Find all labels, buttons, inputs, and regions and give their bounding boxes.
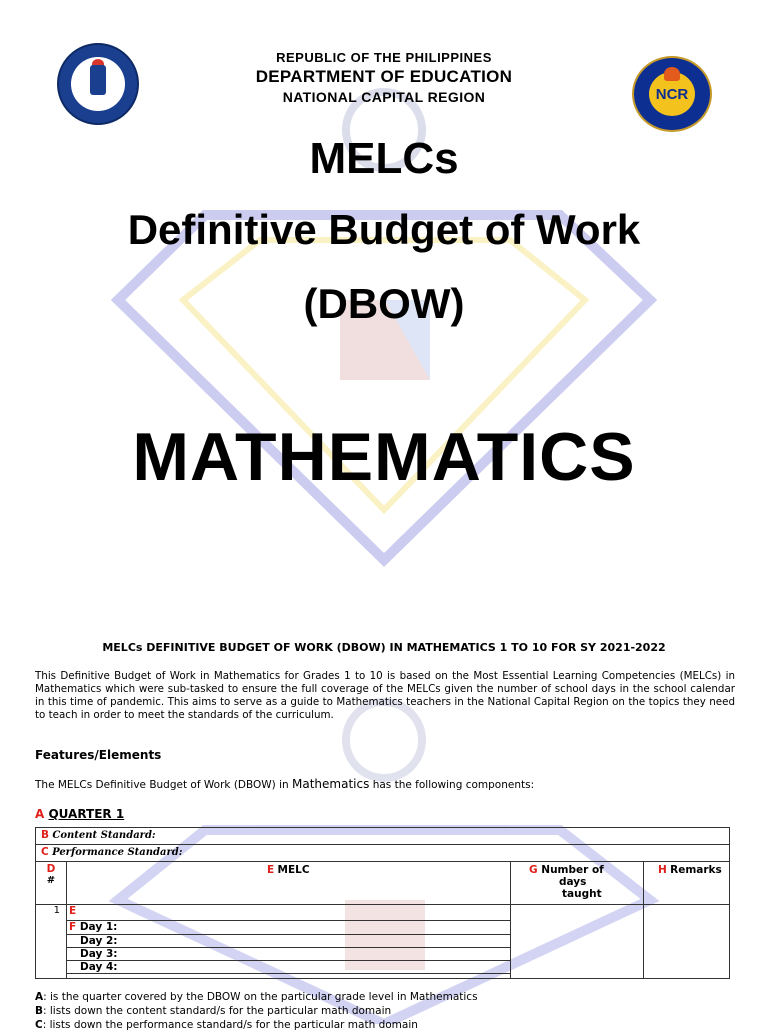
marker-e: E [267, 864, 275, 876]
day-4-row [66, 960, 511, 974]
row-number: 1 [53, 905, 60, 916]
day-2-row [66, 934, 511, 948]
document-heading: MELCs DEFINITIVE BUDGET OF WORK (DBOW) IN MATHEMATICS 1 TO 10 FOR SY 2021-2022 [102, 641, 666, 654]
row-days-cell [510, 904, 644, 979]
legend-b [35, 1004, 478, 1018]
legend-a-text: : is the quarter covered by the DBOW on the particular grade level in Mathematics [43, 991, 478, 1003]
day-1-row [66, 920, 511, 935]
cover-title-melcs: MELCs [309, 134, 459, 183]
cover-subject: MATHEMATICS [132, 419, 636, 495]
quarter-label: QUARTER 1 [48, 807, 125, 821]
legend-a [35, 990, 478, 1004]
ncr-logo-text: NCR [655, 86, 689, 103]
melc-header-cell [66, 861, 511, 905]
components-pre: The MELCs Definitive Budget of Work (DBOW) in [35, 779, 293, 791]
legend-c [35, 1018, 478, 1032]
content-standard-row [35, 827, 730, 845]
day-3-row [66, 947, 511, 961]
components-post: has the following components: [369, 779, 535, 791]
header-department: DEPARTMENT OF EDUCATION [255, 67, 513, 86]
remarks-header-label: Remarks [670, 864, 722, 876]
day-1-label: Day 1: [79, 921, 118, 933]
row-number-cell [35, 904, 67, 979]
legend-a-key: A [35, 991, 44, 1003]
features-heading: Features/Elements [35, 748, 162, 762]
marker-c: C [41, 846, 49, 858]
legend-c-text: : lists down the performance standard/s for the particular math domain [42, 1019, 418, 1031]
components-line [35, 777, 534, 791]
marker-b: B [41, 829, 50, 841]
components-subject: Mathematics [292, 777, 370, 791]
day-2-label: Day 2: [80, 935, 118, 947]
header-region: NATIONAL CAPITAL REGION [282, 89, 486, 105]
quarter-line [35, 807, 124, 821]
legend [35, 990, 478, 1032]
legend-b-key: B [35, 1005, 44, 1017]
cover-title-abbr: (DBOW) [303, 280, 465, 327]
marker-g: G [529, 864, 538, 876]
days-header-line2: days [559, 876, 587, 888]
dbow-template-table [35, 827, 730, 979]
cover-title-dbow: Definitive Budget of Work [127, 206, 641, 253]
day-3-label: Day 3: [80, 948, 118, 960]
remarks-header-cell [643, 861, 730, 905]
days-header-line3: taught [562, 888, 602, 900]
intro-paragraph: This Definitive Budget of Work in Mathematics for Grades 1 to 10 is based on the Most Essential Learning Competencies (MELCs) in Mathematics which were sub-tasked to ensure the full coverage of the MELCs given the number of school days in the school calendar in this time of pandemic. This aims to serve as a guide to Mathematics teachers in the National Capital Region on the topics they need to teach in order to meet the standards of the curriculum. [35, 670, 735, 721]
header-republic: REPUBLIC OF THE PHILIPPINES [276, 50, 492, 65]
legend-b-text: : lists down the content standard/s for the particular math domain [43, 1005, 392, 1017]
melc-header-label: MELC [277, 864, 310, 876]
row-remarks-cell [643, 904, 730, 979]
marker-e-row: E [69, 905, 77, 917]
days-header-cell [510, 861, 644, 905]
days-header-line1: Number of [541, 864, 604, 876]
marker-d: D [46, 863, 56, 875]
num-header-cell [35, 861, 67, 905]
content-standard-label: Content Standard: [52, 830, 156, 841]
marker-h: H [658, 864, 667, 876]
performance-standard-label: Performance Standard: [52, 847, 183, 858]
num-header-label: # [46, 875, 56, 886]
marker-a: A [35, 807, 45, 821]
day-4-label: Day 4: [80, 961, 118, 973]
performance-standard-row [35, 844, 730, 862]
legend-c-key: C [35, 1019, 43, 1031]
marker-f: F [69, 921, 77, 933]
